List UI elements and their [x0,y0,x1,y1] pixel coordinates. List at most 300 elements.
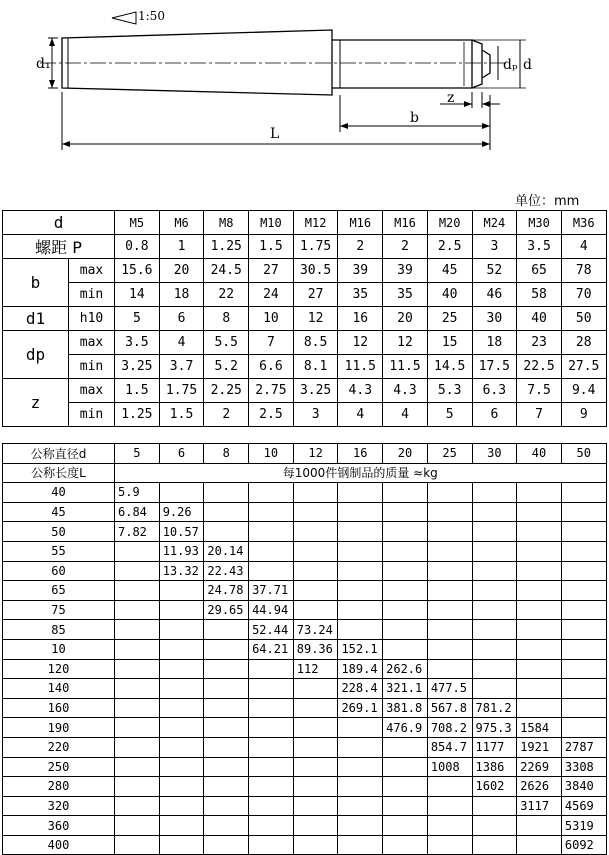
mass-value: 20.14 [204,541,249,561]
mass-value: 89.36 [293,639,338,659]
dp-max-value: 23 [517,331,562,355]
dp-max-value: 12 [338,331,383,355]
mass-value [159,718,204,738]
mass-value [159,581,204,601]
mass-value [517,561,562,581]
diameter-value: 20 [383,444,428,464]
mass-value [293,541,338,561]
table-row [3,502,607,522]
mass-value [472,816,517,836]
table-row [3,796,607,816]
z-min-label: min [69,403,115,427]
b-max-value: 52 [472,259,517,283]
mass-value [338,561,383,581]
table-row [3,600,607,620]
mass-value [249,502,294,522]
length-value: 250 [3,757,115,777]
mass-value: 1584 [517,718,562,738]
pitch-value: 3.5 [517,235,562,259]
length-value: 10 [3,639,115,659]
z-min-value: 3 [293,403,338,427]
b-max-value: 45 [427,259,472,283]
mass-value [472,581,517,601]
mass-value [293,816,338,836]
mass-value [159,639,204,659]
size-cell: M16 [338,211,383,235]
mass-value: 189.4 [338,659,383,679]
d1-label: d₁ [36,56,51,72]
diameter-value: 25 [427,444,472,464]
mass-value [204,835,249,855]
mass-value [561,483,606,503]
table-row [3,620,607,640]
mass-value [159,600,204,620]
mass-value [115,718,160,738]
z-min-value: 5 [427,403,472,427]
mass-value [427,835,472,855]
mass-value [517,483,562,503]
mass-value: 3117 [517,796,562,816]
mass-value [472,639,517,659]
mass-value [159,777,204,797]
length-value: 360 [3,816,115,836]
mass-value [472,835,517,855]
z-max-value: 1.5 [115,379,160,403]
mass-value [159,737,204,757]
length-value: 55 [3,541,115,561]
mass-value [204,757,249,777]
size-cell: M24 [472,211,517,235]
mass-value: 1921 [517,737,562,757]
mass-value: 112 [293,659,338,679]
mass-value [115,757,160,777]
dp-max-row [3,331,607,355]
mass-value: 2626 [517,777,562,797]
mass-value [249,679,294,699]
mass-value [427,816,472,836]
mass-value: 321.1 [383,679,428,699]
diameter-value: 6 [159,444,204,464]
mass-value [383,777,428,797]
spec-table [2,210,607,427]
mass-value [561,502,606,522]
b-max-value: 39 [383,259,428,283]
mass-value [383,522,428,542]
d1-value: 40 [517,307,562,331]
mass-value [338,777,383,797]
b-min-value: 46 [472,283,517,307]
mass-value [204,522,249,542]
b-max-value: 27 [249,259,294,283]
diameter-value: 10 [249,444,294,464]
mass-value [293,835,338,855]
d1-value: 20 [383,307,428,331]
d1-label: d1 [3,307,69,331]
taper-label: 1:50 [138,9,165,23]
mass-value: 1008 [427,757,472,777]
length-value: 190 [3,718,115,738]
dp-min-value: 8.1 [293,355,338,379]
mass-value [472,659,517,679]
diameter-value: 30 [472,444,517,464]
mass-value [472,483,517,503]
mass-value: 781.2 [472,698,517,718]
b-max-label: max [69,259,115,283]
mass-value: 4569 [561,796,606,816]
mass-value [115,541,160,561]
mass-value: 262.6 [383,659,428,679]
mass-value: 5319 [561,816,606,836]
dp-max-value: 8.5 [293,331,338,355]
table-row [3,835,607,855]
mass-value [249,816,294,836]
mass-value [517,581,562,601]
mass-value [427,796,472,816]
mass-value [472,522,517,542]
mass-value [159,659,204,679]
mass-value: 22.43 [204,561,249,581]
mass-value: 24.78 [204,581,249,601]
b-min-value: 40 [427,283,472,307]
mass-value [115,698,160,718]
mass-value [249,541,294,561]
mass-value [472,600,517,620]
mass-value: 44.94 [249,600,294,620]
mass-value [293,718,338,738]
table-row [3,561,607,581]
diameter-value: 8 [204,444,249,464]
mass-value [159,816,204,836]
dp-max-value: 5.5 [204,331,249,355]
mass-value [115,581,160,601]
mass-value [383,541,428,561]
mass-value [115,835,160,855]
mass-value [338,816,383,836]
length-value: 50 [3,522,115,542]
z-label: z [447,90,455,106]
table-row [3,639,607,659]
length-value: 140 [3,679,115,699]
mass-value [338,796,383,816]
b-min-value: 58 [517,283,562,307]
pitch-value: 1.75 [293,235,338,259]
mass-table [2,443,607,855]
mass-value [249,796,294,816]
dp-min-value: 22.5 [517,355,562,379]
mass-value [115,777,160,797]
mass-value: 381.8 [383,698,428,718]
mass-value [561,620,606,640]
mass-value [204,483,249,503]
b-min-value: 70 [561,283,606,307]
l-label: L [270,126,280,142]
dp-max-label: max [69,331,115,355]
mass-value [159,796,204,816]
b-min-value: 27 [293,283,338,307]
table-row [3,757,607,777]
mass-value [249,483,294,503]
mass-value [472,620,517,640]
b-min-value: 24 [249,283,294,307]
mass-value [159,698,204,718]
diameter-row [3,444,607,464]
mass-value [427,522,472,542]
length-value: 220 [3,737,115,757]
mass-value [249,659,294,679]
mass-value [115,816,160,836]
mass-value [338,757,383,777]
mass-value: 3308 [561,757,606,777]
table-row [3,522,607,542]
d1-value: 6 [159,307,204,331]
z-min-value: 4 [383,403,428,427]
pitch-value: 1.5 [249,235,294,259]
size-cell: M8 [204,211,249,235]
length-value: 400 [3,835,115,855]
mass-value [517,600,562,620]
dp-max-value: 15 [427,331,472,355]
z-label: z [3,379,69,427]
mass-value [204,502,249,522]
table-row [3,777,607,797]
mass-value [293,522,338,542]
mass-value [293,679,338,699]
mass-value [204,816,249,836]
dp-max-value: 7 [249,331,294,355]
mass-value [338,483,383,503]
mass-value [517,541,562,561]
diameter-value: 16 [338,444,383,464]
mass-value [338,835,383,855]
b-label: b [3,259,69,307]
mass-value [561,541,606,561]
mass-value [115,639,160,659]
table-row [3,659,607,679]
mass-value [249,561,294,581]
mass-value [427,639,472,659]
pitch-value: 2 [383,235,428,259]
mass-value [517,620,562,640]
table-row [3,581,607,601]
mass-value: 7.82 [115,522,160,542]
b-max-value: 39 [338,259,383,283]
mass-value [427,483,472,503]
z-max-value: 2.25 [204,379,249,403]
mass-value [338,718,383,738]
z-min-value: 6 [472,403,517,427]
z-min-value: 1.5 [159,403,204,427]
mass-value [293,796,338,816]
mass-value [204,679,249,699]
mass-value [383,581,428,601]
mass-value: 2787 [561,737,606,757]
mass-value [561,659,606,679]
diameter-value: 12 [293,444,338,464]
mass-value [115,679,160,699]
mass-value: 567.8 [427,698,472,718]
diameter-value: 50 [561,444,606,464]
mass-value [204,777,249,797]
mass-value [204,639,249,659]
b-label: b [410,110,419,126]
mass-value: 854.7 [427,737,472,757]
pitch-row [3,235,607,259]
length-label: 公称长度L [3,463,115,483]
d1-value: 10 [249,307,294,331]
size-cell: M5 [115,211,160,235]
d1-value: 12 [293,307,338,331]
mass-value [383,561,428,581]
mass-value: 29.65 [204,600,249,620]
mass-value [427,541,472,561]
mass-value [249,718,294,738]
mass-value [383,835,428,855]
mass-value: 477.5 [427,679,472,699]
dp-max-value: 28 [561,331,606,355]
z-max-value: 4.3 [338,379,383,403]
dp-label: dp [3,331,69,379]
mass-value: 228.4 [338,679,383,699]
dp-min-row [3,355,607,379]
mass-value [517,659,562,679]
mass-value: 152.1 [338,639,383,659]
b-max-value: 24.5 [204,259,249,283]
mass-value [561,639,606,659]
length-value: 120 [3,659,115,679]
dp-min-value: 3.25 [115,355,160,379]
mass-value [383,502,428,522]
mass-value [293,600,338,620]
size-cell: M16 [383,211,428,235]
mass-value [293,737,338,757]
z-min-value: 4 [338,403,383,427]
d1-value: 16 [338,307,383,331]
size-cell: M20 [427,211,472,235]
mass-value: 13.32 [159,561,204,581]
z-max-value: 9.4 [561,379,606,403]
z-max-value: 1.75 [159,379,204,403]
mass-value [472,502,517,522]
z-min-value: 2.5 [249,403,294,427]
mass-value [249,777,294,797]
mass-value [517,522,562,542]
mass-value [517,835,562,855]
mass-value [383,600,428,620]
mass-value [293,777,338,797]
table-row [3,698,607,718]
dp-min-value: 17.5 [472,355,517,379]
mass-value: 476.9 [383,718,428,738]
b-max-value: 78 [561,259,606,283]
mass-value [204,698,249,718]
diameter-label: 公称直径d [3,444,115,464]
z-max-value: 2.75 [249,379,294,403]
mass-value [204,718,249,738]
mass-value: 5.9 [115,483,160,503]
size-cell: M10 [249,211,294,235]
mass-value: 1177 [472,737,517,757]
mass-value [338,502,383,522]
mass-value [338,620,383,640]
mass-value [204,620,249,640]
mass-value [338,581,383,601]
mass-value [204,796,249,816]
size-cell: M12 [293,211,338,235]
z-min-value: 2 [204,403,249,427]
length-value: 40 [3,483,115,503]
d1-tolerance: h10 [69,307,115,331]
mass-value [517,502,562,522]
mass-value: 37.71 [249,581,294,601]
b-max-value: 65 [517,259,562,283]
taper-pin-drawing [0,0,609,190]
mass-value [115,620,160,640]
mass-value: 10.57 [159,522,204,542]
dp-min-value: 27.5 [561,355,606,379]
z-max-value: 5.3 [427,379,472,403]
pitch-value: 4 [561,235,606,259]
mass-value [561,581,606,601]
b-min-value: 35 [383,283,428,307]
d1-value: 8 [204,307,249,331]
mass-value [472,679,517,699]
mass-value: 269.1 [338,698,383,718]
b-max-value: 15.6 [115,259,160,283]
mass-value [561,522,606,542]
table-row [3,737,607,757]
z-max-value: 3.25 [293,379,338,403]
length-value: 85 [3,620,115,640]
b-max-value: 30.5 [293,259,338,283]
b-max-row [3,259,607,283]
table-row [3,816,607,836]
mass-value [159,483,204,503]
mass-value [159,620,204,640]
d1-value: 5 [115,307,160,331]
length-value: 75 [3,600,115,620]
mass-value [159,679,204,699]
mass-value [383,757,428,777]
dp-label: dₚ [503,57,518,73]
mass-value [427,620,472,640]
mass-value: 2269 [517,757,562,777]
mass-value [383,737,428,757]
size-cell: M36 [561,211,606,235]
d1-value: 30 [472,307,517,331]
header-row [3,211,607,235]
mass-value: 1602 [472,777,517,797]
length-value: 160 [3,698,115,718]
mass-value [115,796,160,816]
unit-label: 单位：mm [515,194,580,209]
mass-value: 6092 [561,835,606,855]
length-value: 65 [3,581,115,601]
z-max-value: 6.3 [472,379,517,403]
mass-value [249,698,294,718]
diameter-value: 40 [517,444,562,464]
table-row [3,679,607,699]
dp-min-value: 3.7 [159,355,204,379]
mass-value [293,757,338,777]
table-row [3,483,607,503]
pitch-value: 2.5 [427,235,472,259]
mass-value [561,679,606,699]
mass-value [427,777,472,797]
length-value: 280 [3,777,115,797]
caption-row [3,463,607,483]
dp-min-value: 6.6 [249,355,294,379]
mass-value [383,620,428,640]
